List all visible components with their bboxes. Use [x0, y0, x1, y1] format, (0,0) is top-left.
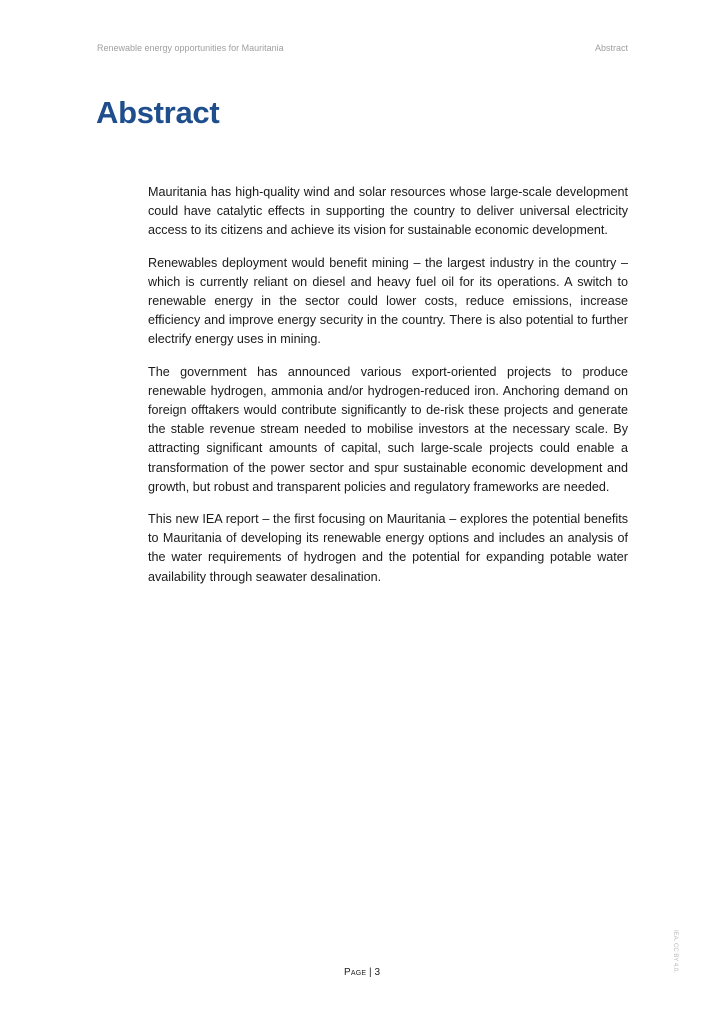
abstract-paragraph-1: Mauritania has high-quality wind and solar resources whose large-scale development could have catalytic effects in supporting the country to deliver universal electricity access to its citizens and achieve its vision for sustainable economic development.	[148, 185, 628, 238]
running-header	[97, 43, 628, 57]
abstract-paragraph-3: The government has announced various export-oriented projects to produce renewable hydrogen, ammonia and/or hydrogen-reduced iron. Anchoring demand on foreign offtakers would contribute significantly to de-risk these projects and generate the stable revenue stream needed to mobilise investors at the necessary scale. By attracting significant amounts of capital, such large-scale projects could enable a transformation of the power sector and spur sustainable economic development and growth, but robust and transparent policies and regulatory frameworks are needed.	[148, 364, 628, 494]
header-report-title: Renewable energy opportunities for Mauritania	[97, 43, 284, 53]
license-notice: IEA. CC BY 4.0.	[672, 930, 678, 973]
header-section-name: Abstract	[594, 43, 628, 53]
page-separator: |	[369, 967, 372, 978]
page-footer	[0, 967, 724, 978]
page-title: Abstract	[96, 95, 220, 130]
abstract-paragraph-2: Renewables deployment would benefit mining – the largest industry in the country – which is currently reliant on diesel and heavy fuel oil for its operations. A switch to renewable energy in the sector could lower costs, reduce emissions, increase efficiency and improve energy security in the country. There is also potential to further electrify energy uses in mining.	[148, 255, 628, 347]
page-number: 3	[374, 967, 380, 978]
abstract-body	[148, 183, 628, 600]
page-label: Page	[344, 967, 367, 978]
abstract-paragraph-4: This new IEA report – the first focusing on Mauritania – explores the potential benefits to Mauritania of developing its renewable energy options and includes an analysis of the water requirements of hydrogen and the potential for expanding potable water availability through seawater desalination.	[148, 512, 628, 584]
